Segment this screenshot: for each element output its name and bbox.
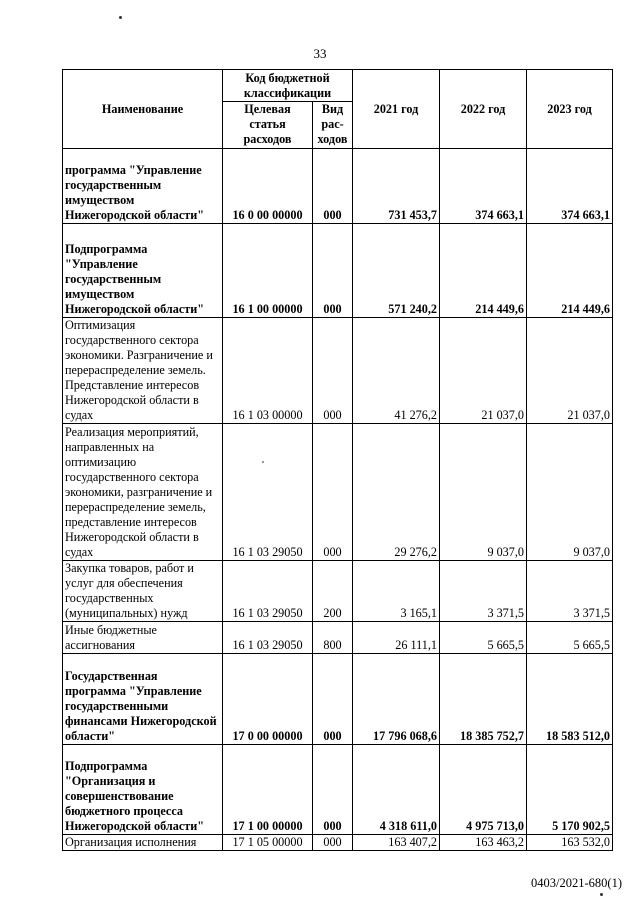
row-2022-cell: 4 975 713,0 (440, 745, 527, 835)
row-expense-type-cell: 000 (313, 424, 353, 561)
row-2022-cell: 5 665,5 (440, 622, 527, 654)
row-target-code-cell: 16 0 00 00000 (223, 149, 313, 224)
row-name-cell: Закупка товаров, работ и услуг для обеспечения государственных (муниципальных) нужд (63, 561, 223, 622)
budget-table (62, 69, 613, 851)
row-target-code-cell: 17 0 00 00000 (223, 654, 313, 745)
row-expense-type-cell: 000 (313, 318, 353, 424)
table-body (63, 149, 613, 851)
row-expense-type-cell: 000 (313, 745, 353, 835)
row-expense-type-cell: 000 (313, 224, 353, 318)
document-code: 0403/2021-680(1) (531, 876, 622, 890)
header-budget-code: Код бюджетной классификации (223, 70, 353, 102)
row-2023-cell: 9 037,0 (527, 424, 613, 561)
header-name: Наименование (63, 70, 223, 149)
row-name-cell: Подпрограмма "Управление государственным имуществом Нижегородской области" (63, 224, 223, 318)
table-row (63, 745, 613, 835)
header-2021: 2021 год (353, 70, 440, 149)
table-row (63, 561, 613, 622)
speck-dot (119, 16, 122, 19)
row-target-code-cell: 16 1 03 29050 (223, 561, 313, 622)
row-expense-type-cell: 000 (313, 654, 353, 745)
row-expense-type-cell: 000 (313, 149, 353, 224)
table-row (63, 149, 613, 224)
row-target-code-cell: 16 1 00 00000 (223, 224, 313, 318)
table-row (63, 424, 613, 561)
row-2022-cell: 21 037,0 (440, 318, 527, 424)
row-2023-cell: 5 665,5 (527, 622, 613, 654)
speck-dot (600, 893, 603, 896)
row-2022-cell: 3 371,5 (440, 561, 527, 622)
row-name-cell: программа "Управление государственным имуществом Нижегородской области" (63, 149, 223, 224)
row-target-code-cell: 17 1 05 00000 (223, 835, 313, 851)
row-2022-cell: 163 463,2 (440, 835, 527, 851)
row-2022-cell: 214 449,6 (440, 224, 527, 318)
row-expense-type-cell: 800 (313, 622, 353, 654)
row-2021-cell: 17 796 068,6 (353, 654, 440, 745)
row-expense-type-cell: 200 (313, 561, 353, 622)
row-target-code-cell: 16 1 03 29050 (223, 424, 313, 561)
row-target-code-cell: 16 1 03 29050 (223, 622, 313, 654)
row-2022-cell: 18 385 752,7 (440, 654, 527, 745)
row-name-cell: Государственная программа "Управление государственными финансами Нижегородской области" (63, 654, 223, 745)
row-2023-cell: 374 663,1 (527, 149, 613, 224)
row-2022-cell: 374 663,1 (440, 149, 527, 224)
row-2021-cell: 29 276,2 (353, 424, 440, 561)
row-2023-cell: 214 449,6 (527, 224, 613, 318)
row-2023-cell: 163 532,0 (527, 835, 613, 851)
header-2022: 2022 год (440, 70, 527, 149)
row-name-cell: Оптимизация государственного сектора экономики. Разграничение и перераспределение земель. Представление интересов Нижегородской области в судах (63, 318, 223, 424)
row-2021-cell: 3 165,1 (353, 561, 440, 622)
row-2023-cell: 3 371,5 (527, 561, 613, 622)
row-target-code-cell: 17 1 00 00000 (223, 745, 313, 835)
row-2023-cell: 21 037,0 (527, 318, 613, 424)
table-row (63, 622, 613, 654)
table-row (63, 318, 613, 424)
row-name-cell: Подпрограмма "Организация и совершенствование бюджетного процесса Нижегородской области" (63, 745, 223, 835)
row-2021-cell: 41 276,2 (353, 318, 440, 424)
table-row (63, 835, 613, 851)
row-name-cell: Иные бюджетные ассигнования (63, 622, 223, 654)
header-target-article: Целевая статья расходов (223, 102, 313, 149)
row-expense-type-cell: 000 (313, 835, 353, 851)
table-row (63, 654, 613, 745)
header-expense-type: Вид рас-ходов (313, 102, 353, 149)
row-2023-cell: 18 583 512,0 (527, 654, 613, 745)
row-2023-cell: 5 170 902,5 (527, 745, 613, 835)
row-name-cell: Реализация мероприятий, направленных на оптимизацию государственного сектора экономики, разграничение и перераспределение земель, представление интересов Нижегородской области в судах (63, 424, 223, 561)
row-2021-cell: 4 318 611,0 (353, 745, 440, 835)
header-2023: 2023 год (527, 70, 613, 149)
row-2021-cell: 26 111,1 (353, 622, 440, 654)
row-2022-cell: 9 037,0 (440, 424, 527, 561)
row-2021-cell: 731 453,7 (353, 149, 440, 224)
page-number: 33 (313, 46, 327, 61)
row-2021-cell: 163 407,2 (353, 835, 440, 851)
row-target-code-cell: 16 1 03 00000 (223, 318, 313, 424)
row-2021-cell: 571 240,2 (353, 224, 440, 318)
row-name-cell: Организация исполнения (63, 835, 223, 851)
table-row (63, 224, 613, 318)
